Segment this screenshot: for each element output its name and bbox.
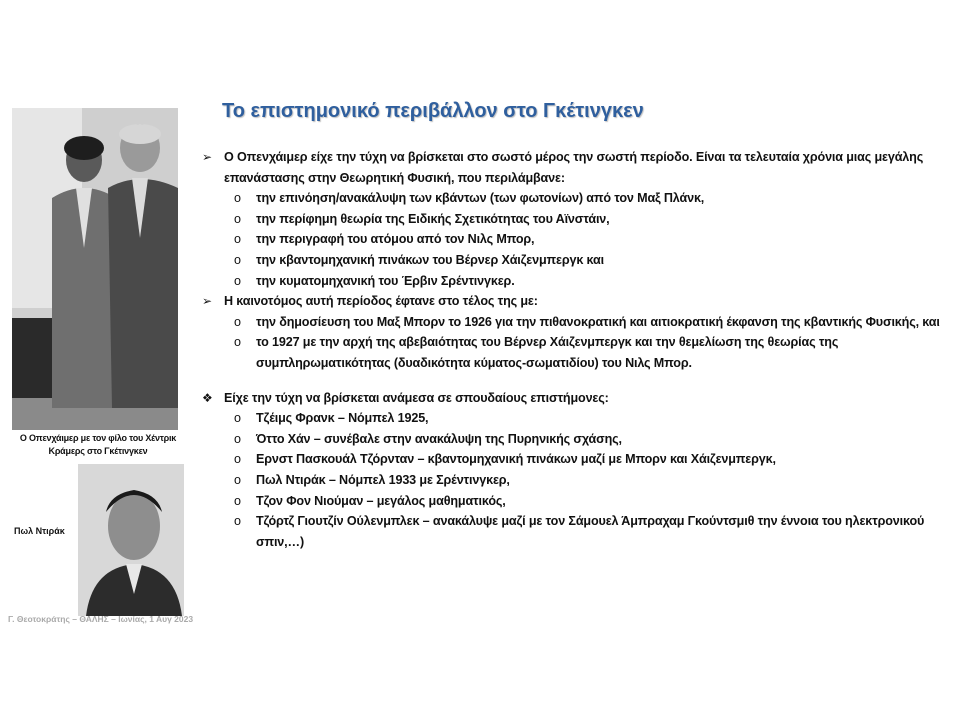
circle-bullet-icon: o — [234, 514, 241, 529]
oppenheimer-kramers-photo — [12, 108, 178, 430]
list-item: o την δημοσίευση του Μαξ Μπορν το 1926 για την πιθανοκρατική και αιτιοκρατική έκφανση της κβαντικής Φυσικής, και — [200, 312, 945, 333]
list-item: o Τζέιμς Φρανκ – Νόμπελ 1925, — [200, 408, 945, 429]
circle-bullet-icon: o — [234, 411, 241, 426]
bullet-text: Η καινοτόμος αυτή περίοδος έφτανε στο τέλος της με: — [224, 294, 538, 309]
bullet-text: Είχε την τύχη να βρίσκεται ανάμεσα σε σπουδαίους επιστήμονες: — [224, 390, 609, 405]
list-item: o το 1927 με την αρχή της αβεβαιότητας του Βέρνερ Χάιζενμπεργκ και την θεμελίωση της θεωρίας της συμπληρωματικότητας (δυαδικότητα κύματος-σωματιδίου) του Νιλς Μπορ. — [200, 332, 945, 373]
circle-bullet-icon: o — [234, 472, 241, 487]
footer-credit: Γ. Θεοτοκράτης – ΘΑΛΗΣ – Ιωνίας, 1 Αυγ 2023 — [8, 614, 194, 624]
dirac-portrait-photo — [78, 464, 184, 616]
circle-bullet-icon: o — [234, 452, 241, 467]
list-item: o Τζόρτζ Γιουτζίν Ούλενμπλεκ – ανακάλυψε μαζί με τον Σάμουελ Άμπραχαμ Γκούντσμιθ την έννοια του ηλεκτρονικού σπιν,…) — [200, 511, 945, 552]
list-item: o Πωλ Ντιράκ – Νόμπελ 1933 με Σρέντινγκερ, — [200, 470, 945, 491]
slide-content — [200, 147, 945, 552]
arrow-bullet-icon: ➢ — [202, 294, 212, 309]
list-item: o Τζον Φον Νιούμαν – μεγάλος μαθηματικός, — [200, 491, 945, 512]
circle-bullet-icon: o — [234, 493, 241, 508]
bullet-2 — [200, 291, 945, 312]
diamond-bullet-icon: ❖ — [202, 390, 213, 405]
list-item: o Όττο Χάν – συνέβαλε στην ανακάλυψη της Πυρηνικής σχάσης, — [200, 429, 945, 450]
bullet-3 — [200, 388, 945, 409]
photo1-caption: Ο Οπενχάιμερ με τον φίλο του Χέντρικ Κράμερς στο Γκέτινγκεν — [19, 433, 177, 456]
list-item: o την κυματομηχανική του Έρβιν Σρέντινγκερ. — [200, 271, 945, 292]
arrow-bullet-icon: ➢ — [202, 150, 212, 164]
list-item: o την περιγραφή του ατόμου από τον Νιλς Μπορ, — [200, 229, 945, 250]
bullet-text: Ο Οπενχάιμερ είχε την τύχη να βρίσκεται στο σωστό μέρος την σωστή περίοδο. Είναι τα τελευταία χρόνια μιας μεγάλης επανάστασης στην Θεωρητική Φυσική, που περιλάμβανε: — [224, 150, 924, 185]
list-item: o την επινόηση/ανακάλυψη των κβάντων (των φωτονίων) από τον Μαξ Πλάνκ, — [200, 188, 945, 209]
circle-bullet-icon: o — [234, 191, 241, 206]
list-item: o Ερνστ Πασκουάλ Τζόρνταν – κβαντομηχανική πινάκων μαζί με Μπορν και Χάιζενμπεργκ, — [200, 449, 945, 470]
list-item: o την περίφημη θεωρία της Ειδικής Σχετικότητας του Αϊνστάιν, — [200, 209, 945, 230]
circle-bullet-icon: o — [234, 335, 241, 350]
circle-bullet-icon: o — [234, 252, 241, 267]
circle-bullet-icon: o — [234, 273, 241, 288]
slide-title: Το επιστημονικό περιβάλλον στο Γκέτινγκεν — [222, 100, 644, 122]
circle-bullet-icon: o — [234, 232, 241, 247]
bullet-1 — [200, 147, 945, 188]
photo2-caption: Πωλ Ντιράκ — [14, 526, 65, 536]
circle-bullet-icon: o — [234, 314, 241, 329]
circle-bullet-icon: o — [234, 431, 241, 446]
list-item: o την κβαντομηχανική πινάκων του Βέρνερ Χάιζενμπεργκ και — [200, 250, 945, 271]
circle-bullet-icon: o — [234, 211, 241, 226]
